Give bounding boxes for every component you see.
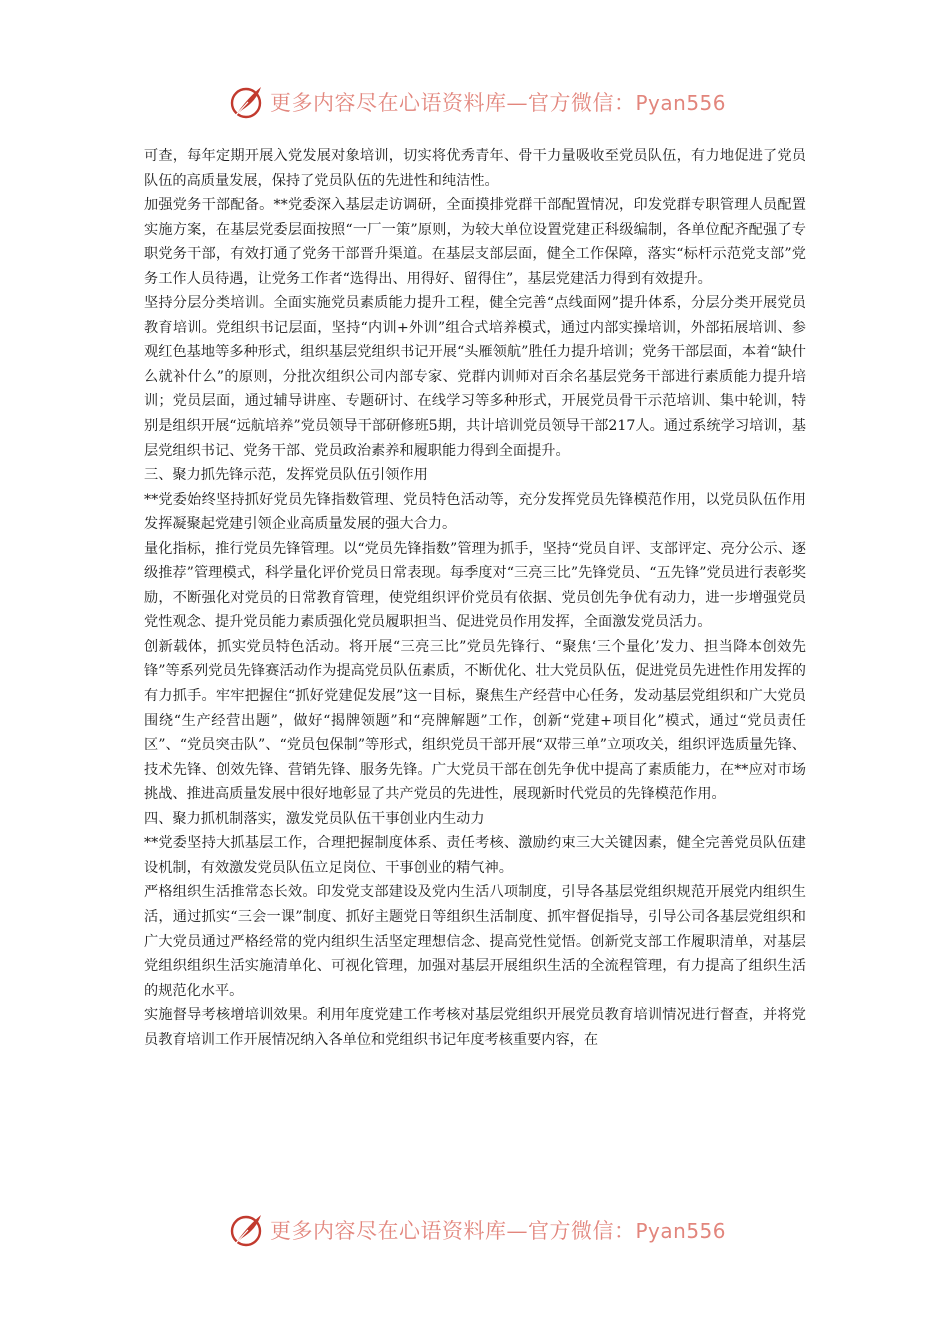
paragraph: **党委始终坚持抓好党员先锋指数管理、党员特色活动等，充分发挥党员先锋模范作用，以党员队伍作用发挥凝聚起党建引领企业高质量发展的强大合力。 [144,491,806,533]
body-text [144,144,806,1052]
paragraph: 坚持分层分类培训。全面实施党员素质能力提升工程，健全完善“点线面网”提升体系，分层分类开展党员教育培训。党组织书记层面，坚持“内训+外训”组合式培养模式，通过内部实操培训，外部拓展培训、参观红色基地等多种形式，组织基层党组织书记开展“头雁领航”胜任力提升培训；党务干部层面，本着“缺什么就补什么”的原则，分批次组织公司内部专家、党群内训师对百余名基层党务干部进行素质能力提升培训；党员层面，通过辅导讲座、专题研讨、在线学习等多种形式，开展党员骨干示范培训、集中轮训，特别是组织开展“远航培养”党员领导干部研修班5期，共计培训党员领导干部217人。通过系统学习培训，基层党组织书记、党务干部、党员政治素养和履职能力得到全面提升。 [144,295,806,459]
header-banner-text: 更多内容尽在心语资料库—官方微信：Pyan556 [270,91,727,115]
paragraph: 创新载体，抓实党员特色活动。将开展“三亮三比”党员先锋行、“聚焦‘三个量化’发力、担当降本创效先锋”等系列党员先锋赛活动作为提高党员队伍素质，不断优化、壮大党员队伍，促进党员先进性作用发挥的有力抓手。牢牢把握住“抓好党建促发展”这一目标，聚焦生产经营中心任务，发动基层党组织和广大党员围绕“生产经营出题”，做好“揭牌领题”和“亮牌解题”工作，创新“党建+项目化”模式，通过“党员责任区”、“党员突击队”、“党员包保制”等形式，组织党员干部开展“双带三单”立项攻关，组织评选质量先锋、技术先锋、创效先锋、营销先锋、服务先锋。广大党员干部在创先争优中提高了素质能力，在**应对市场挑战、推进高质量发展中很好地彰显了共产党员的先进性，展现新时代党员的先锋模范作用。 [144,638,806,803]
footer-banner [228,1210,748,1250]
paragraph: **党委坚持大抓基层工作，合理把握制度体系、责任考核、激励约束三大关键因素，健全完善党员队伍建设机制，有效激发党员队伍立足岗位、干事创业的精气神。 [144,835,806,876]
paragraph: 严格组织生活推常态长效。印发党支部建设及党内生活八项制度，引导各基层党组织规范开展党内组织生活，通过抓实“三会一课”制度、抓好主题党日等组织生活制度、抓牢督促指导，引导公司各基层党组织和广大党员通过严格经常的党内组织生活坚定理想信念、提高党性觉悟。创新党支部工作履职清单，对基层党组织组织生活实施清单化、可视化管理，加强对基层开展组织生活的全流程管理，有力提高了组织生活的规范化水平。 [144,884,806,999]
paragraph: 量化指标，推行党员先锋管理。以“党员先锋指数”管理为抓手，坚持“党员自评、支部评定、亮分公示、逐级推荐”管理模式，科学量化评价党员日常表现。每季度对“三亮三比”先锋党员、“五先锋”党员进行表彰奖励，不断强化对党员的日常教育管理，使党组织评价党员有依据、党员创先争优有动力，进一步增强党员党性观念、提升党员能力素质强化党员履职担当、促进党员作用发挥，全面激发党员活力。 [144,540,806,631]
paragraph: 加强党务干部配备。**党委深入基层走访调研，全面摸排党群干部配置情况，印发党群专职管理人员配置实施方案，在基层党委层面按照“一厂一策”原则，为较大单位设置党建正科级编制，各单位配齐配强了专职党务干部，有效打通了党务干部晋升渠道。在基层支部层面，健全工作保障，落实“标杆示范党支部”党务工作人员待遇，让党务工作者“选得出、用得好、留得住”，基层党建活力得到有效提升。 [144,197,806,287]
section-heading: 四、聚力抓机制落实，激发党员队伍干事创业内生动力 [144,810,485,827]
wechat-id: Pyan556 [635,1219,727,1243]
wechat-id: Pyan556 [635,91,727,115]
section-heading: 三、聚力抓先锋示范，发挥党员队伍引领作用 [144,467,428,484]
paragraph: 可查，每年定期开展入党发展对象培训，切实将优秀青年、骨干力量吸收至党员队伍，有力地促进了党员队伍的高质量发展，保持了党员队伍的先进性和纯洁性。 [144,148,806,189]
footer-banner-text: 更多内容尽在心语资料库—官方微信：Pyan556 [270,1219,727,1243]
feather-quill-icon [228,84,264,120]
header-banner [228,82,748,122]
paragraph: 实施督导考核增培训效果。利用年度党建工作考核对基层党组织开展党员教育培训情况进行督查，并将党员教育培训工作开展情况纳入各单位和党组织书记年度考核重要内容，在 [144,1007,806,1048]
feather-quill-icon [228,1212,264,1248]
